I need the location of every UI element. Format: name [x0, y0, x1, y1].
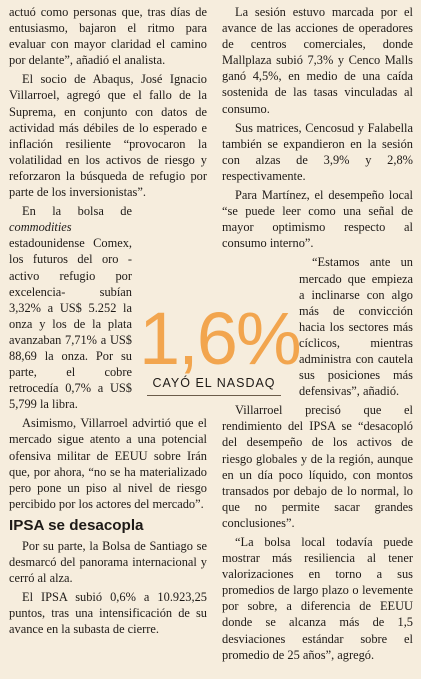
paragraph: “La bolsa local todavía puede mostrar más resiliencia al tener valorizaciones en torno a sus promedios de largo plazo o levemente por sobre, a diferencia de EEUU donde se alcanza más de 1,5 desviaciones estándar sobre el promedio de 25 años”, agregó. [222, 535, 413, 662]
pull-quote-rule [147, 395, 281, 396]
paragraph: El socio de Abaqus, José Ignacio Villarroel, agregó que el fallo de la Suprema, en conjunto con datos de actividad más débiles de lo esperado e inflación resiliente “provocaron la volatilidad en los activos de riesgo y reforzaron la búsqueda de refugio por parte de los inversionistas”. [9, 72, 207, 200]
pull-quote-number: 1,6% [139, 297, 300, 380]
paragraph: actuó como personas que, tras días de entusiasmo, bajaron el ritmo para evaluar con mayor claridad el camino por delante”, añadió el analista. [9, 5, 207, 68]
italic-term: commodities [9, 220, 72, 235]
paragraph: El IPSA subió 0,6% a 10.923,25 puntos, tras una intensificación de su avance en la subasta de cierre. [9, 590, 207, 637]
pull-quote-label: CAYÓ EL NASDAQ [152, 376, 276, 390]
paragraph [9, 203, 132, 412]
paragraph: La sesión estuvo marcada por el avance de las acciones de operadores de centros comerciales, donde Mallplaza subió 7,3% y Cenco Malls ganó 4,5%, en medio de una caída sostenida de las tasas vinculadas al consumo. [222, 5, 413, 116]
text: En la bolsa de [22, 204, 132, 219]
paragraph: Villarroel precisó que el rendimiento del IPSA se “desacopló del desempeño de los activos de riesgo globales y de la región, aunque en un día poco líquido, con montos transados por debajo de lo normal, lo que no permite sacar grandes conclusiones”. [222, 403, 413, 530]
text: estadounidense Comex, los futuros del oro -activo refugio por excelencia- subían 3,32% a US$ 5.252 la onza y los de la plata avanzaban 7,71% a US$ 88,69 la onza. Por su parte, el cobre retrocedía 0,7% a US$ 5,799 la libra. [9, 236, 132, 412]
paragraph: Asimismo, Villarroel advirtió que el mercado sigue atento a una potencial ofensiva militar de EEUU sobre Irán que, por ahora, “no se ha materializado pero pone un piso al nivel de riesgo percibido por los actores del mercado”. [9, 416, 207, 511]
paragraph: Sus matrices, Cencosud y Falabella también se expandieron en la sesión con alzas de 3,9% y 2,8% respectivamente. [222, 120, 413, 183]
paragraph: “Estamos ante un mercado que empieza a inclinarse con algo más de convicción hacia los sectores más cíclicos, mientras administra con cautela sus posiciones más defensivas”, añadió. [299, 255, 413, 399]
paragraph: Para Martínez, el desempeño local “se puede leer como una señal de mayor optimismo respecto al consumo interno”. [222, 188, 413, 251]
pull-quote [139, 297, 300, 396]
subheading: IPSA se desacopla [9, 516, 144, 534]
paragraph: Por su parte, la Bolsa de Santiago se desmarcó del panorama internacional y cerró al alza. [9, 538, 207, 586]
